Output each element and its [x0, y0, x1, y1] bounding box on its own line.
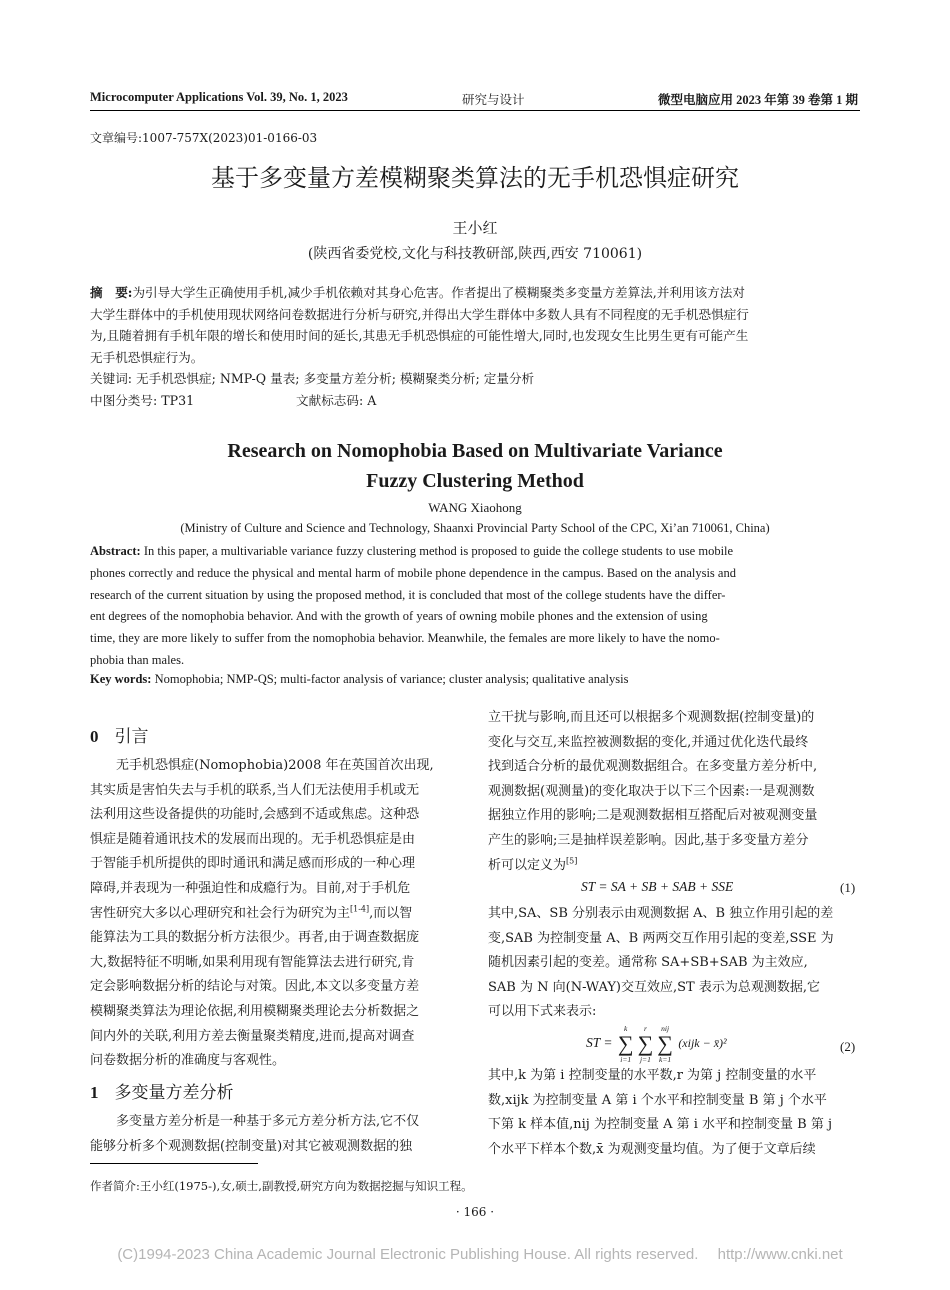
equation-1: ST = SA + SB + SAB + SSE	[581, 879, 734, 894]
abstract-zh-label: 摘 要:	[90, 285, 133, 300]
keywords-en-label: Key words:	[90, 672, 152, 686]
copyright-watermark: (C)1994-2023 China Academic Journal Electronic Publishing House. All rights reserved. http://www.cnki.net	[117, 1246, 843, 1263]
article-number: 文章编号:1007-757X(2023)01-0166-03	[90, 131, 318, 145]
equation-2-number: (2)	[840, 1039, 856, 1054]
section-1-text: 多变量方差分析是一种基于多元方差分析方法,它不仅 能够分析多个观测数据(控制变量)对其它被观测数据的独	[90, 1114, 420, 1154]
clc-number: 中图分类号: TP31	[90, 393, 195, 408]
equation-1-number: (1)	[840, 880, 856, 895]
section-0-heading: 0 引言	[90, 727, 149, 747]
citation-1-4[interactable]: [1-4]	[350, 904, 370, 914]
journal-header-zh: 微型电脑应用 2023 年第 39 卷第 1 期	[657, 93, 858, 107]
affiliation-en: (Ministry of Culture and Science and Technology, Shaanxi Provincial Party School of the CPC, Xi’an 710061, China)	[180, 521, 770, 535]
sum-j: r ∑ j=1	[637, 1024, 654, 1064]
section-1-heading: 1 多变量方差分析	[90, 1083, 234, 1103]
affiliation: (陕西省委党校,文化与科技教研部,陕西,西安 710061)	[307, 246, 643, 262]
right-col-top-text: 立干扰与影响,而且还可以根据多个观测数据(控制变量)的 变化与交互,来监控被测数据的变化,并通过优化迭代最终 找到适合分析的最优观测数据组合。在多变量方差分析中, 观测数据(观测量)的变化取决于以下三个因素:一是观测数 据独立作用的影响;二是观测数据相互搭配后对被观测变量 产生的影响;三是抽样误差影响。因此,基于多变量方差分 析可以定义为[5]	[488, 710, 818, 873]
sum-k: nij ∑ k=1	[657, 1024, 673, 1064]
author: 王小红	[452, 219, 498, 237]
header-rule	[90, 110, 860, 111]
paper-title: 基于多变量方差模糊聚类算法的无手机恐惧症研究	[211, 164, 739, 192]
citation-5[interactable]: [5]	[566, 856, 578, 866]
abstract-zh: 摘 要:为引导大学生正确使用手机,减少手机依赖对其身心危害。作者提出了模糊聚类多变量方差算法,并利用该方法对 大学生群体中的手机使用现状网络问卷数据进行分析与研究,并得出大学生群体中多数人具有不同程度的无手机恐惧症行 为,且随着拥有手机年限的增长和使用时间的延长,其患无手机恐惧症的可能性增大,同时,也发现女生比男生更有可能产生 无手机恐惧症行为。	[90, 285, 749, 365]
document-code: 文献标志码: A	[296, 393, 377, 408]
right-col-mid-text: 其中,SA、SB 分别表示由观测数据 A、B 独立作用引起的差 变,SAB 为控制变量 A、B 两两交互作用引起的变差,SSE 为 随机因素引起的变差。通常称 SA+SB+SAB 为主效应, SAB 为 N 向(N-WAY)交互效应,ST 表示为总观测数据,它 可以用下式来表示:	[488, 906, 834, 1020]
title-en-line2: Fuzzy Clustering Method	[366, 470, 584, 492]
sum-i: k ∑ i=1	[617, 1024, 634, 1064]
abstract-en-label: Abstract:	[90, 544, 141, 558]
equation-2: ST = k ∑ i=1 r ∑ j=1 nij ∑ k=1 (xijk − x̄)²	[586, 1024, 727, 1064]
journal-header-en: Microcomputer Applications Vol. 39, No. 1, 2023	[90, 90, 348, 104]
intro-text: 无手机恐惧症(Nomophobia)2008 年在英国首次出现, 其实质是害怕失去与手机的联系,当人们无法使用手机或无 法利用这些设备提供的功能时,会感到不适或焦虑。这种恐 惧症是随着通讯技术的发展而出现的。无手机恐惧症是由 于智能手机所提供的即时通讯和满足感而形成的一种心理 障碍,并表现为一种强迫性和成瘾行为。目前,对于手机危 害性研究大多以心理研究和社会行为研究为主[1-4],而以智 能算法为工具的数据分析方法很少。再者,由于调查数据庞 大,数据特征不明晰,如果利用现有智能算法去进行研究,肯 定会影响数据分析的结论与对策。因此,本文以多变量方差 模糊聚类算法为理论依据,利用模糊聚类理论去分析数据之 间内外的关联,利用方差去衡量聚类精度,进而,提高对调查 问卷数据分析的准确度与客观性。	[90, 758, 434, 1069]
keywords-zh: 关键词: 无手机恐惧症; NMP-Q 量表; 多变量方差分析; 模糊聚类分析; 定量分析	[90, 371, 535, 386]
title-en-line1: Research on Nomophobia Based on Multivariate Variance	[227, 440, 723, 462]
journal-header-section: 研究与设计	[462, 92, 525, 107]
author-en: WANG Xiaohong	[428, 500, 522, 515]
footnote-rule	[90, 1163, 258, 1164]
page-number: · 166 ·	[455, 1205, 495, 1219]
author-footnote: 作者简介:王小红(1975-),女,硕士,副教授,研究方向为数据挖掘与知识工程。	[90, 1179, 473, 1193]
keywords-en: Key words: Nomophobia; NMP-QS; multi-factor analysis of variance; cluster analysis; qualitative analysis	[90, 672, 629, 686]
right-col-bottom-text: 其中,k 为第 i 控制变量的水平数,r 为第 j 控制变量的水平 数,xijk 为控制变量 A 第 i 个水平和控制变量 B 第 j 个水平 下第 k 样本值,nij 为控制变量 A 第 i 水平和控制变量 B 第 j 个水平下样本个数,x̄ 为观测变量均值。为了便于文章后续	[488, 1068, 833, 1157]
abstract-en: Abstract: In this paper, a multivariable variance fuzzy clustering method is proposed to guide the college students to use mobile phones correctly and reduce the physical and mental harm of mobile phone dependence in the campus. Based on the analysis and research of the current situation by using the proposed method, it is concluded that most of the college students have the differ- ent degrees of the nomophobia behavior. And with the growth of years of owning mobile phones and the extension of using time, they are more likely to suffer from the nomophobia behavior. Meanwhile, the females are more likely to have the nomo- phobia than males.	[90, 544, 736, 667]
